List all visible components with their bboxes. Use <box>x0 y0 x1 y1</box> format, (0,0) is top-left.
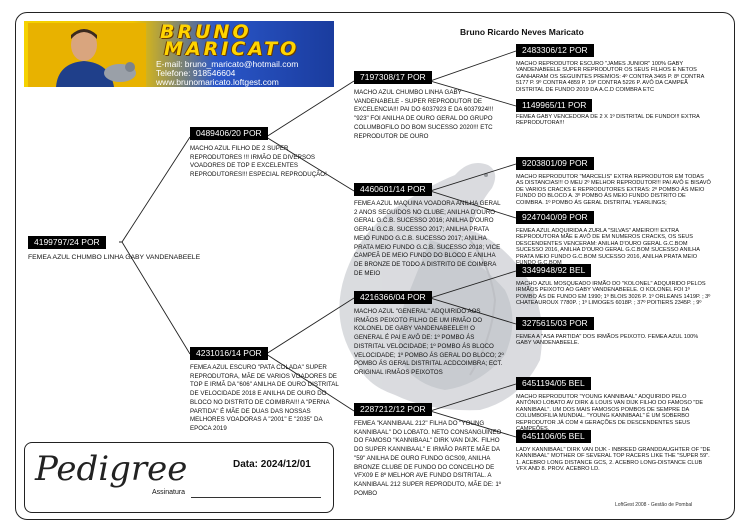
subject-description: FEMEA AZUL CHUMBO LINHA GABY VANDENABEELE <box>28 254 201 261</box>
date-label: Data: 2024/12/01 <box>233 459 311 470</box>
brand-line-2: MARICATO <box>164 38 300 60</box>
sire-description: MACHO AZUL FILHO DE 2 SUPER REPRODUTORES !!! IRMÃO DE DIVERSOS VOADORES DE TOP E EXCELENTES REPRODUTORES!!! ESPECIAL REPRODUÇÃO! <box>190 145 327 179</box>
contact-email: E-mail: bruno_maricato@hotmail.com <box>156 59 299 69</box>
granddam-2-description: FEMEA "KANNIBAAL 212" FILHA DO "YOUNG KANNIBAAL" DO LOBATO. NETO CONSANGUÍNEO DO FAMOSO "KANNIBAAL" DIRK VAN DIJK. FILHO DO SUPER KANNIBAAL" E IRMÃO PARTE MÃE DA "59" ANILHA DE OURO FUNDO GCS09, ANILHA BRONZE CLUBE DE FUNDO DO CONCELHO DE VFX09 E 8º MELHOR AVE FUNDO DSITRITAL. A KANNIBAAL 212 SUPER REPRODUTO, MÃE DE: 1º POMBO <box>354 420 502 497</box>
great-grandparent-5-description: MACHO AZUL MOSQUEADO IRMÃO DO "KOLONEL" ADQUIRIDO PELOS IRMÃOS PEIXOTO AO GABY VANDENABEELE. O KOLONEL FOI 1º POMBO ÁS DE FUNDO EM 1990; 1º BLOIS 3026 P. 1º ORLEANS 1419P. ; 3º CHATEAUROUX 7780P. ; 1º LIMOGES 6018P. ; 37º POITIERS 2345P. ; 9º <box>516 281 711 307</box>
great-grandparent-6-ring: 3275615/03 POR <box>516 317 594 330</box>
brand-line-1: BRUNO <box>160 21 252 43</box>
pedigree-footer-box <box>24 442 334 513</box>
granddam-1-ring: 4460601/14 POR <box>354 183 432 196</box>
great-grandparent-2-description: FEMEA GABY VENCEDORA DE 2 X 1º DISTRITAL DE FUNDO!!! EXTRA REPRODUTORA!!! <box>516 114 700 127</box>
contact-website: www.brunomaricato.loftgest.com <box>156 77 279 87</box>
great-grandparent-3-ring: 9203801/09 POR <box>516 157 594 170</box>
great-grandparent-2-ring: 1149965/11 POR <box>516 99 592 112</box>
sire-ring: 0489406/20 POR <box>190 127 268 140</box>
grandsire-1-description: MACHO AZUL CHUMBO LINHA GABY VANDENABELE - SUPER REPRODUTOR DE EXCELENCIA!!! PAI DO 6037923 E DA 6037924!!! "923" FOI ANILHA DE OURO GERAL DO GRUPO COLUMBOFILO DO BOM SUCESSO 2020!!! ETC REPRODUTOR DE OURO <box>354 89 494 140</box>
grandsire-2-ring: 4216366/04 POR <box>354 291 432 304</box>
great-grandparent-5-ring: 3349948/92 BEL <box>516 264 591 277</box>
dam-description: FEMEA AZUL ESCURO "PATA COLADA" SUPER REPRODUTORA, MÃE DE VARIOS VOADORES DE TOP E IRMÃ DA "606" ANILHA DE OURO DISTRITAL DE VELOCIDADE 2018 E ANILHA DE OURO DO BLOCO NO DISTRITO DE COIMBRA!!! A "PERNA PARTIDA" É MÃE DE DUAS DAS NOSSAS MELHORES VOADORAS A "2001" E "2035" DA EPOCA 2019 <box>190 364 339 432</box>
great-grandparent-8-description: LADY KANNIBAAL" DIRK VAN DIJK - INBREED GRANDDAUGHTER OF "DE KANNIBAAL" MOTHER OF SEVERAL TOP RACERS LIKE THE "SUPER 59". 1. ACEBRO LONG DISTANCE GCS, 2. ACEBRO LONG-DISTANCE CLUB VFX AND 8. PROV. ACEBRO LD. <box>516 447 711 473</box>
great-grandparent-7-ring: 6451194/05 BEL <box>516 377 591 390</box>
great-grandparent-4-ring: 9247040/09 POR <box>516 211 594 224</box>
signature-line <box>191 497 321 498</box>
grandsire-1-ring: 7197308/17 POR <box>354 71 432 84</box>
pedigree-logo: Pedigree <box>35 449 188 489</box>
great-grandparent-8-ring: 6451106/05 BEL <box>516 430 591 443</box>
software-credit: LoftGest 2008 - Gestão de Pombal <box>615 502 693 508</box>
great-grandparent-6-description: FEMEA A "ASA PARTIDA" DOS IRMÃOS PEIXOTO. FEMEA AZUL 100% GABY VANDENABEELE. <box>516 334 699 347</box>
great-grandparent-1-ring: 2483306/12 POR <box>516 44 594 57</box>
signature-label: Assinatura <box>152 489 186 496</box>
granddam-2-ring: 2287212/12 POR <box>354 403 432 416</box>
contact-phone: Telefone: 918546604 <box>156 68 236 78</box>
grandsire-2-description: MACHO AZUL "GENERAL" ADQUIRIDO AOS IRMÃOS PEIXOTO FILHO DE UM IRMÃO DO KOLONEL DE GABY VANDENABEELE!!! O GENERAL É PAI E AVÔ DE: 1º POMBO ÁS DISTRITAL VELOCIDADE; 1º POMBO ÁS BLOCO VELOCIDADE; 1º POMBO ÁS GERAL DO BLOCO; 2º POMBO ÁS GERAL DISTRITAL ACDCOIMBRA; ECT. ORIGINAL IRMÃOS PEIXOTOS <box>354 308 504 376</box>
great-grandparent-3-description: MACHO REPRODUTOR "MARCELIS" EXTRA REPRODUTOR EM TODAS AS DISTANCIAS!!! O MEU 2º MELHOR REPRODUTOR!!! PAI AVÔ E BISAVÔ DE VARIOS CRACKS E REPRODUTORES EXTRAS: 2º POMBO ÁS MEIO FUNDO DO BLOCO A. 3º POMBO ÁS MEIO FUNDO DISTRITO DE COIMBRA. 1º POMBO ÁS GERAL DISTRITAL YEARLINGS; <box>516 174 711 206</box>
great-grandparent-7-description: MACHO REPRODUTOR "YOUNG KANNIBAAL" ADQUIRIDO PELO ANTÓNIO LOBATO AV DIRK & LOUIS VAN DIJK FILHO DO FAMOSO "DE KANNIBAAL". UM DOS MAIS FAMOSOS POMBOS DE SEMPRE DA COLUMBOFILIA MUNDIAL. "YOUNG KANNIBAAL" É UM SOBERBO REPRODUTOR JÁ COM 4 GERAÇÕES DE DESCENDENTES SEUS <box>516 394 704 426</box>
dam-ring: 4231016/14 POR <box>190 347 268 360</box>
owner-name: Bruno Ricardo Neves Maricato <box>460 27 584 37</box>
subject-ring: 4199797/24 POR <box>28 236 106 249</box>
granddam-1-description: FEMEA AZUL MAQUINA VOADORA ANILHA GERAL 2 ANOS SEGUIDOS NO CLUBE; ANILHA D'OURO GERAL G.C.B. SUCESSO 2016; ANILHA D'OURO GERAL G.C.B. SUCESSO 2017; ANILHA PRATA MEIO FUNDO G.C.B. SUCESSO 2017; ANILHA PRATA MEIO FUNDO G.C.B. SUCESSO 2018; VICE CAMPEÃ DE MEIO FUNDO DO BLOCO E ANILHA DE BRONZE DE TODO A DISTRITO DE COIMBRA DE MEIO <box>354 200 501 277</box>
great-grandparent-1-description: MACHO REPRODUTOR ESCURO "JAMES JUNIOR" 100% GABY VANDENABEELE SUPER REPRODUTOR OS SEUS FILHOS E NETOS GANHARAM OS SEGUINTES PREMIOS: 4º CONTRA 3465 P. 8º CONTRA 5177 P. 9º CONTRA 4859 P. 19º CONTRA 5226 P. AVÔ DA CAMPEÃ DISTRITAL DE FUNDO 2019 DA A.C.D COIMBRA ETC <box>516 61 705 93</box>
great-grandparent-4-description: FEMEA AZUL ADQUIRIDA A ZURLA "SILVAS" AMEIRO!!! EXTRA REPRODUTORA MÃE E AVÔ DE EM NUMEROS CRACKS, OS SEUS DESCENDENTES VENCERAM: ANILHA D'OURO GERAL G.C.BOM SUCESSO 2016, ANILHA D'OURO GERAL G.C.BOM SUCESSO ANILHA PRATA MEIO FUNDO G.C.BOM SUCESSO 2016, ANILHA PRATA MEIO <box>516 228 700 260</box>
